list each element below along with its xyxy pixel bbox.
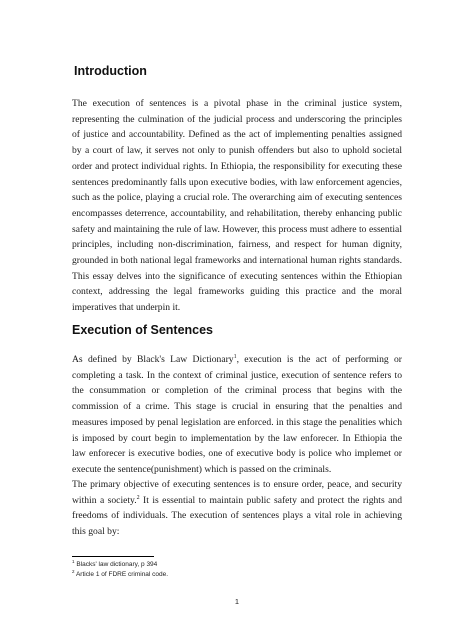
footnote-text: Blacks' law dictionary, p 394: [74, 561, 158, 568]
footnote-ref-2[interactable]: 2: [136, 494, 140, 501]
footnote-mark: 1: [72, 558, 75, 564]
footnote-1: [72, 560, 168, 570]
footnote-ref-1[interactable]: 1: [233, 353, 237, 360]
definition-text-start: As defined by Black's Law Dictionary: [72, 354, 234, 365]
page-number: 1: [234, 597, 240, 606]
objective-paragraph: [72, 477, 402, 540]
footnote-2: [72, 570, 168, 580]
objective-text-start: The primary objective of executing sentences is to ensure order, peace, and security within a society.: [72, 479, 402, 506]
footnote-divider: [72, 556, 154, 557]
definition-paragraph: [72, 352, 402, 478]
objective-text-end: It is essential to maintain public safety and protect the rights and freedoms of individuals. The execution of sentences plays a vital role in achieving this goal by:: [72, 494, 402, 538]
footnote-text: Article 1 of FDRE criminal code.: [74, 570, 169, 578]
execution-heading: Execution of Sentences: [72, 323, 214, 337]
footnotes: [72, 560, 168, 579]
definition-text-end: , execution is the act of performing or completing a task. In the context of criminal justice, execution of sentence refers to the consummation or completion of the criminal process that begins with the commission of a crime. This stage is crucial in ensuring that the penalties and measures imposed by penal legislation are enforced. in this stage the penalities which is imposed by court begin to implementation by the law enforecer. In Ethiopia the law enforecer is executive bodies, one of executive body is police who implemet or execute the sentence(punishment) which is passed on the criminals.: [72, 354, 402, 475]
introduction-paragraph: The execution of sentences is a pivotal phase in the criminal justice system, representing the culmination of the judicial process and underscoring the principles of justice and accountability. Defined as the act of implementing penalties assigned by a court of law, it serves not only to punish offenders but also to uphold societal order and protect individual rights. In Ethiopia, the responsibility for executing these sentences predominantly falls upon executive bodies, with law enforcement agencies, such as the police, playing a crucial role. The overarching aim of executing sentences encompasses deterrence, accountability, and rehabilitation, thereby enhancing public safety and maintaining the rule of law. However, this process must adhere to essential principles, including non-discrimination, fairness, and respect for human dignity, grounded in both national legal frameworks and international human rights standards. This essay delves into the significance of executing sentences within the Ethiopian context, addressing the legal frameworks guiding this practice and the moral imperatives that underpin it.: [72, 98, 402, 314]
introduction-heading: Introduction: [74, 64, 147, 78]
footnote-mark: 2: [72, 568, 75, 574]
